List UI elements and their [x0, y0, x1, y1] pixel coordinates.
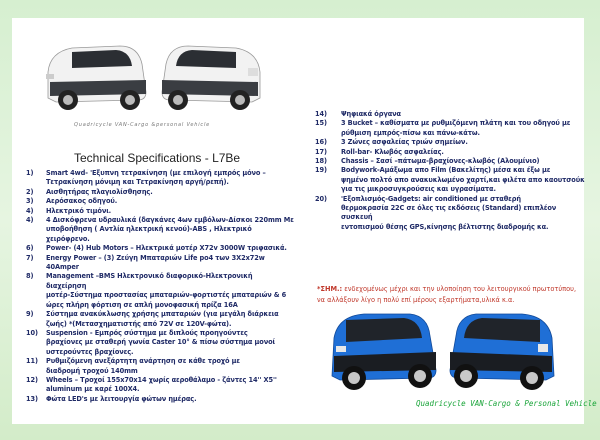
- spec-number: 11): [26, 357, 38, 366]
- spec-text: Φώτα LED's με λειτουργία φώτων ημέρας.: [46, 394, 197, 403]
- spec-text: Wheels – Τροχοί 155x70x14 χωρίς αεροθάλαμο - ζάντες 14'' X5'': [46, 375, 277, 384]
- spec-item: [26, 207, 294, 216]
- spec-text: Ηλεκτρικό τιμόνι.: [46, 206, 112, 215]
- spec-item: [26, 169, 294, 178]
- spec-text: Αερόσακος οδηγού.: [46, 197, 118, 206]
- spec-item: [315, 138, 585, 147]
- spec-number: [315, 204, 341, 223]
- spec-text: Management –BMS Ηλεκτρονικό διαφορικό-Ηλεκτρονική διαχείρηση: [46, 272, 253, 290]
- spec-number: [26, 225, 46, 244]
- spec-number: 13): [26, 394, 38, 403]
- spec-number: [26, 301, 46, 310]
- spec-text: Σύστημα ανακύκλωσης χρήσης μπαταριών (για μεγάλη διάρκεια: [46, 310, 279, 319]
- spec-item: [26, 310, 294, 319]
- spec-item: [26, 320, 294, 329]
- spec-item: [26, 376, 294, 385]
- spec-item: [26, 348, 294, 357]
- spec-item: [26, 367, 294, 376]
- spec-text: Bodywork-Αμάξωμα απο Film (Βακελίτης) μέσα και έξω με: [341, 166, 551, 175]
- spec-text: aluminum με καρέ 100X4.: [46, 385, 140, 394]
- spec-item: [315, 119, 585, 128]
- spec-text: ώρες πλήρη φόρτιση σε απλή μονοφασική πρίζα 16A: [46, 300, 238, 309]
- spec-number: [315, 185, 341, 194]
- document-page: [12, 18, 597, 424]
- spec-item: [26, 225, 294, 244]
- spec-item: [26, 244, 294, 253]
- spec-item: [315, 166, 585, 175]
- spec-item: [26, 329, 294, 338]
- spec-number: 9): [26, 310, 34, 319]
- spec-item: [26, 197, 294, 206]
- spec-item: [26, 357, 294, 366]
- spec-text: βραχίονες με σταθερή γωνία Caster 10° & πίσω σύστημα μονοί: [46, 338, 276, 347]
- spec-number: [315, 129, 341, 138]
- spec-text: Ρυθμιζόμενη ανεξάρτητη ανάρτηση σε κάθε τροχό με: [46, 357, 240, 366]
- spec-item: [26, 395, 294, 404]
- spec-item: [315, 129, 585, 138]
- spec-item: [315, 204, 585, 223]
- spec-number: 6): [26, 244, 34, 253]
- spec-text: 'Εξοπλισμός-Gadgets: air conditioned με σταθερή: [341, 194, 521, 203]
- spec-text: θερμοκρασία 22C σε όλες τις εκδόσεις (Standard) επιπλέον συσκευή: [341, 204, 557, 222]
- car-image-white-right: [154, 42, 266, 114]
- spec-item: [26, 385, 294, 394]
- spec-text: υποβοήθηση ( Αντλία ηλεκτρική κενού)-ABS , Ηλεκτρικό χειρόφρενο.: [46, 225, 252, 243]
- spec-number: 4): [26, 206, 34, 215]
- spec-text: Ψηφιακά όργανα: [341, 110, 401, 118]
- spec-text: ψημένο πολτό απο ανακυκλωμένο χαρτί,και φιλέτα απο καουτσούκ: [341, 175, 585, 184]
- spec-item: [315, 223, 585, 232]
- spec-item: [315, 157, 585, 166]
- spec-text: Energy Power – (3) Ζεύγη Μπαταριών Life po4 των 3X2x72w 40Amper: [46, 253, 265, 272]
- spec-number: 12): [26, 375, 38, 384]
- spec-number: 7): [26, 253, 34, 262]
- spec-number: 2): [26, 187, 34, 196]
- bottom-caption: Quadricycle VAN-Cargo & Personal Vehicle: [416, 399, 597, 408]
- spec-item: [315, 148, 585, 157]
- spec-text: Chassis – Σασί –πάτωμα-βραχίονες-κλωβός (Αλουμίνιο): [341, 157, 540, 166]
- spec-item: [315, 176, 585, 185]
- spec-number: 4): [26, 216, 34, 225]
- note-line-1: ενδεχομένως μέχρι και την υλοποίηση του λειτουργικού πρωτοτύπου,: [342, 285, 577, 293]
- spec-number: 3): [26, 197, 34, 206]
- car-image-blue-right: [442, 308, 562, 394]
- spec-text: εντοπισμού θέσης GPS,κίνησης βέλτιστης διαδρομής κα.: [341, 222, 549, 231]
- spec-item: [26, 338, 294, 347]
- spec-text: διαδρομή τροχού 140mm: [46, 366, 138, 375]
- spec-list-left: [26, 169, 294, 404]
- spec-number: 19): [315, 166, 327, 175]
- spec-number: 10): [26, 328, 38, 337]
- spec-text: ζωής) *(Μετασχηματιστής από 72V σε 120V-φώτα).: [46, 319, 232, 328]
- spec-number: [26, 348, 46, 357]
- spec-number: 1): [26, 169, 34, 177]
- top-caption: Quadricycle VAN-Cargo &personal Vehicle: [74, 122, 211, 128]
- spec-number: 17): [315, 147, 327, 156]
- spec-number: 20): [315, 194, 327, 203]
- spec-item: [315, 110, 585, 119]
- spec-number: 18): [315, 157, 327, 166]
- spec-text: Roll-bar- Κλωβός ασφαλείας.: [341, 147, 444, 156]
- spec-item: [26, 291, 294, 300]
- car-image-blue-left: [324, 308, 444, 394]
- spec-item: [26, 301, 294, 310]
- spec-item: [26, 254, 294, 273]
- spec-item: [26, 188, 294, 197]
- spec-text: ρύθμιση εμπρός-πίσω και πάνω-κάτω.: [341, 128, 480, 137]
- spec-text: 4 Δισκόφρενα υδραυλικά (δαγκάνες 4ων εμβόλων-Δίσκοι 220mm Με: [46, 216, 294, 225]
- spec-text: Αισθητήρας πλαγιολίσθησης.: [46, 187, 153, 196]
- spec-number: [315, 176, 341, 185]
- spec-list-right: [315, 110, 585, 232]
- spec-text: 3 Ζώνες ασφαλείας τριών σημείων.: [341, 138, 468, 147]
- spec-number: 16): [315, 138, 327, 147]
- spec-text: 3 Bucket – καθίσματα με ρυθμιζόμενη πλάτη και του οδηγού με: [341, 119, 571, 128]
- spec-item: [26, 178, 294, 187]
- spec-item: [26, 216, 294, 225]
- note-prefix: *ΣΗΜ.:: [317, 285, 343, 293]
- note-line-2: να αλλάξουν λίγο η πολύ επί μέρους εξαρτήματα,υλικά κ.α.: [317, 296, 515, 304]
- spec-number: [26, 367, 46, 376]
- spec-number: [26, 178, 46, 187]
- spec-text: Power- (4) Hub Motors – Ηλεκτρικά μοτέρ X72v 3000W τριφασικά.: [46, 244, 287, 253]
- spec-text: μοτέρ-Σύστημα προστασίας μπαταριών-φορτιστές μπαταριών & 6: [46, 291, 287, 300]
- spec-number: 8): [26, 272, 34, 281]
- spec-item: [315, 195, 585, 204]
- spec-number: [26, 385, 46, 394]
- spec-number: 15): [315, 119, 327, 128]
- spec-number: 14): [315, 110, 327, 118]
- note: [317, 284, 587, 306]
- spec-text: για τις μικροσυγκρούσεις και υγρασίματα.: [341, 185, 496, 194]
- spec-number: [26, 320, 46, 329]
- spec-text: Τετρακίνηση μόνιμη και Τετρακίνηση αργή/ρεπή).: [46, 178, 229, 187]
- page-title: Technical Specifications - L7Be: [74, 151, 241, 165]
- spec-item: [315, 185, 585, 194]
- spec-number: [26, 291, 46, 300]
- spec-text: υστερούντες βραχίονες.: [46, 347, 134, 356]
- spec-number: [26, 338, 46, 347]
- spec-text: Suspension - Εμπρός σύστημα με διπλούς προηγούντες: [46, 328, 248, 337]
- spec-text: Smart 4wd- 'Εξυπνη τετρακίνηση (με επιλογή εμπρός μόνο –: [46, 169, 266, 177]
- spec-item: [26, 272, 294, 291]
- car-image-white-left: [42, 42, 154, 114]
- spec-number: [315, 223, 341, 232]
